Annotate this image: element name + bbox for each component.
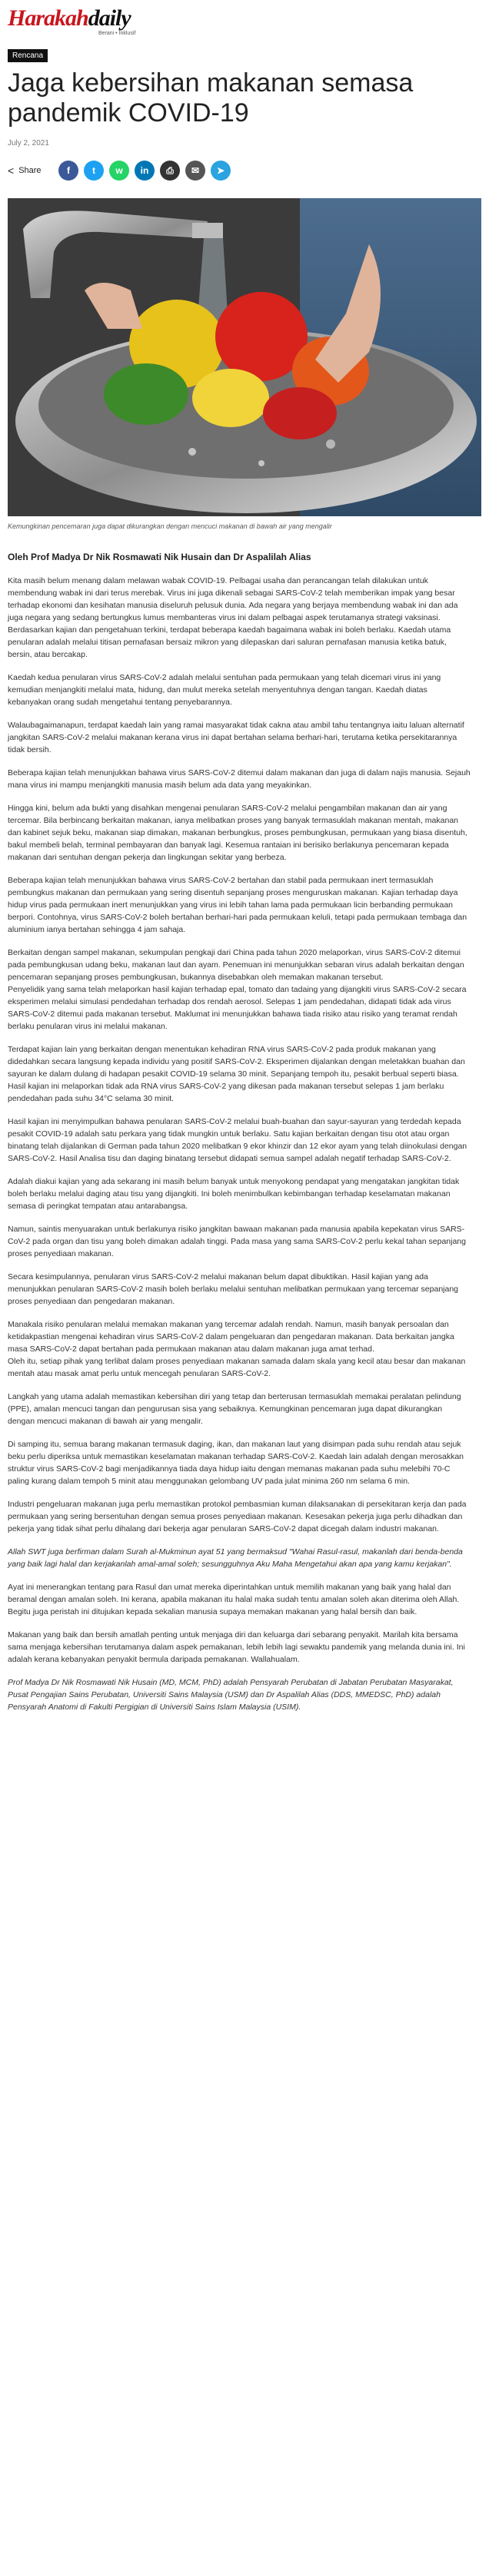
article-paragraph: Langkah yang utama adalah memastikan kebersihan diri yang tetap dan berterusan termasuklah memakai peralatan pelindung (PPE), amalan mencuci tangan dan pengurusan sisa yang sebaiknya. Kemungkinan pencemaran juga dapat dikurangkan dengan mencuci makanan di bawah air yang mengalir. xyxy=(8,1392,461,1427)
article-title: Jaga kebersihan makanan semasa pandemik COVID-19 xyxy=(8,68,414,128)
article-author: Oleh Prof Madya Dr Nik Rosmawati Nik Husain dan Dr Aspalilah Alias xyxy=(8,552,311,563)
article-paragraph: Makanan yang baik dan bersih amatlah penting untuk menjaga diri dan keluarga dari sebarang penyakit. Marilah kita bersama sama menjaga kebersihan terutamanya dalam aspek pemakanan, lebih lebih lagi sewaktu pandemik yang melanda dunia ini. Ini adalah kerana kebanyakan penyakit bermula daripada pemakanan. Wallahualam. xyxy=(8,1630,465,1665)
linkedin-icon[interactable]: in xyxy=(135,161,155,181)
share-icon: < xyxy=(8,164,15,177)
article-paragraph: Industri pengeluaran makanan juga perlu memastikan protokol pembasmian kuman dilaksanakan di persekitaran kerja dan pada permukaan yang sering bersentuhan dengan semua proses penyediaan makanan. Kesesakan pekerja juga perlu dihadkan dan pekerja yang tidak sihat perlu dihalang dari bekerja agar penularan SARS-CoV-2 dapat dicegah dalam industri makanan. xyxy=(8,1500,467,1534)
site-header xyxy=(0,0,489,43)
article-paragraph: Kita masih belum menang dalam melawan wabak COVID-19. Pelbagai usaha dan perancangan telah dilakukan untuk membendung wabak ini dari terus merebak. Virus ini juga dikenali sebagai SARS-CoV-2 telah memberikan impak yang besar terhadap ekonomi dan kesihatan manusia diseluruh pelusuk dunia. Ada negara yang berjaya membendung wabak ini dan ada juga negara yang sedang bertungkus lumus membanteras virus ini dalam pelbagai aspek terutamanya strategi vaksinasi. Berdasarkan kajian dan pengetahuan terkini, terdapat beberapa kaedah bagaimana wabak ini boleh berlaku. Kaedah utama penularan adalah melalui titisan pernafasan bersaiz mikron yang dilepaskan dari saluran pernafasan manusia ketika batuk, bersin, atau bercakap. xyxy=(8,576,458,660)
image-caption: Kemungkinan pencemaran juga dapat dikurangkan dengan mencuci makanan di bawah air yang mengalir xyxy=(8,522,332,531)
print-icon[interactable]: ⎙ xyxy=(160,161,180,181)
article-paragraph: Secara kesimpulannya, penularan virus SARS-CoV-2 melalui makanan belum dapat dibuktikan. Hasil kajian yang ada menunjukkan penularan SARS-CoV-2 masih boleh berlaku melalui sentuhan melibatkan permukaan yang tercemar sepanjang proses penyediaan dan pengedaran makanan. xyxy=(8,1272,459,1307)
article-paragraph: Allah SWT juga berfirman dalam Surah al-Mukminun ayat 51 yang bermaksud "Wahai Rasul-rasul, makanlah dari benda-benda yang baik lagi halal dan kerjakanlah amal-amal soleh; sesungguhnya Aku Maha Mengetahui akan apa yang kamu kerjakan". xyxy=(8,1547,463,1570)
site-logo[interactable] xyxy=(8,7,135,36)
twitter-icon[interactable]: t xyxy=(84,161,104,181)
logo-tagline: Berani • Inklusif xyxy=(98,31,136,36)
vegetables-washing-illustration xyxy=(8,198,481,516)
share-label: Share xyxy=(18,166,42,176)
article-paragraph: Namun, saintis menyuarakan untuk berlakunya risiko jangkitan bawaan makanan pada manusia apabila kepekatan virus SARS-CoV-2 pada organ dan tisu yang boleh dimakan adalah tinggi. Pada masa yang sama SARS-CoV-2 perlu kekal tahan sepanjang proses penyediaan makanan. xyxy=(8,1225,466,1259)
article-paragraph: Hasil kajian ini menyimpulkan bahawa penularan SARS-CoV-2 melalui buah-buahan dan sayur-sayuran yang terdedah kepada pesakit COVID-19 adalah satu perkara yang tidak mungkin untuk berlaku. Satu kajian berkaitan dengan tisu otot atau organ binatang telah dijalankan di German pada tahun 2020 melibatkan 9 ekor khinzir dan 12 ekor ayam yang telah diinokulasi dengan SARS-CoV-2. Hasil Analisa tisu dan daging binatang tersebut didapati semua sampel adalah negatif terhadap SARS-CoV-2. xyxy=(8,1117,467,1164)
logo-daily: daily xyxy=(88,5,131,31)
article-paragraph: Berkaitan dengan sampel makanan, sekumpulan pengkaji dari China pada tahun 2020 melaporkan, virus SARS-CoV-2 ditemui pada pembungkusan udang beku, makanan laut dan ayam. Penemuan ini menunjukkan sebaran virus adalah berkaitan dengan pencemaran sepanjang proses pembungkusan, bukannya disebabkan oleh memakan makanan tersebut. Penyelidik yang sama telah melaporkan hasil kajian terhadap epal, tomato dan tadaing yang dijangkiti virus SARS-CoV-2 secara eksperimen melalui simulasi pendedahan terhadap dos rendah aerosol. Selepas 1 jam pendedahan, didapati tidak ada virus SARS-CoV-2 ditemui pada makanan tersebut. Maklumat ini menunjukkan bahawa tiada risiko atau risiko yang teramat rendah berlaku penularan virus ini melalui makanan. xyxy=(8,948,467,1032)
telegram-icon[interactable]: ➤ xyxy=(211,161,231,181)
article-date: July 2, 2021 xyxy=(8,139,49,148)
article-body xyxy=(8,575,471,1713)
article-paragraph: Kaedah kedua penularan virus SARS-CoV-2 adalah melalui sentuhan pada permukaan yang telah dicemari virus ini yang kemudian menjangkiti melalui mata, hidung, dan mulut mereka setelah menyentuhnya dengan tangan. Kaedah diatas kebanyakan orang sudah mengetahui tentang penyebarannya. xyxy=(8,673,441,708)
article-paragraph: Terdapat kajian lain yang berkaitan dengan menentukan kehadiran RNA virus SARS-CoV-2 pada produk makanan yang didedahkan secara langsung kepada individu yang positif SARS-CoV-2. Eksperimen dijalankan dengan meletakkan buahan dan sayuran ke dalam dulang di hadapan pesakit COVID-19 selama 30 minit. Sepanjang tempoh itu, pesakit berbual seperti biasa. Hasil kajian ini melaporkan tidak ada RNA virus SARS-CoV-2 yang dikesan pada makanan tersebut selepas 1 jam berlaku pendedahan pada suhu 34°C selama 30 minit. xyxy=(8,1045,465,1104)
article-paragraph: Beberapa kajian telah menunjukkan bahawa virus SARS-CoV-2 ditemui dalam makanan dan juga di dalam najis manusia. Sejauh mana virus ini mampu menjangkiti manusia masih belum ada data yang meyakinkan. xyxy=(8,768,471,791)
article-hero-image xyxy=(8,198,481,516)
article-paragraph: Adalah diakui kajian yang ada sekarang ini masih belum banyak untuk menyokong pendapat yang mengatakan jangkitan tidak boleh berlaku melalui daging atau tisu yang dijangkiti. Ini boleh menimbulkan kebimbangan terhadap keselamatan makanan semasa di peringkat tempatan atau antarabangsa. xyxy=(8,1177,460,1212)
logo-wordmark xyxy=(8,7,135,30)
category-badge[interactable]: Rencana xyxy=(8,49,48,62)
logo-harakah: Harakah xyxy=(8,5,88,31)
whatsapp-icon[interactable]: w xyxy=(109,161,129,181)
article-paragraph: Beberapa kajian telah menunjukkan bahawa virus SARS-CoV-2 bertahan dan stabil pada permukaan inert termasuklah pembungkus makanan dan permukaan yang sering disentuh sepanjang proses menguruskan makanan. Kajian terhadap daya hidup virus pada permukaan inert menunjukkan yang virus ini lebih tahan lama pada permukaan licin berbanding permukaan berpori. Contohnya, virus SARS-CoV-2 boleh bertahan berhari-hari pada permukaan keluli, tetapi pada permukaan tembaga dan aluminium ianya bertahan sehingga 4 jam sahaja. xyxy=(8,876,467,935)
article-paragraph: Di samping itu, semua barang makanan termasuk daging, ikan, dan makanan laut yang disimpan pada suhu rendah atau sejuk beku perlu diperiksa untuk memastikan keselamatan makanan terhadap SARS-CoV-2. Kaedah lain adalah dengan merosakkan struktur virus SARS-CoV-2 bagi menjadikannya tiada daya hidup iaitu dengan memanas makanan pada suhu melebihi 70-C paling kurang dalam tempoh 5 minit atau menggunakan gelombang UV pada julat minima 260 nm selama 6 min. xyxy=(8,1440,464,1487)
share-bar xyxy=(8,155,481,186)
social-icons xyxy=(58,161,236,181)
article-paragraph: Walaubagaimanapun, terdapat kaedah lain yang ramai masyarakat tidak cakna atau ambil tahu tentangnya iaitu laluan alternatif jangkitan SARS-CoV-2 melalui makanan kerana virus ini dapat bertahan selama berhari-hari, terutama ketika persekitarannya tidak bersih. xyxy=(8,721,464,755)
article-paragraph: Ayat ini menerangkan tentang para Rasul dan umat mereka diperintahkan untuk memilih makanan yang baik yang halal dan beramal dengan amalan soleh. Ini kerana, apabila makanan itu halal maka sudah tentu amalan soleh akan diterima oleh Allah. Begitu juga peristah ini ditujukan kepada sekalian manusia supaya memakan makanan yang halal bersih dan baik. xyxy=(8,1583,460,1617)
article-paragraph: Hingga kini, belum ada bukti yang disahkan mengenai penularan SARS-CoV-2 melalui pengambilan makanan dan air yang tercemar. Bila berbincang berkaitan makanan, ianya melibatkan proses yang banyak termasuklah makanan mentah, makanan dan kabinet sejuk beku, makanan siap dimakan, makanan berbungkus, proses pembungkusan, permukaan yang biasa disentuh, bakul membeli belah, terminal pembayaran dan banyak lagi. Kesemua rantaian ini berisiko berlakunya pencemaran kepada makanan dari sentuhan dengan pekerja dan lingkungan sekitar yang berbeza. xyxy=(8,804,467,863)
email-icon[interactable]: ✉ xyxy=(185,161,205,181)
article-paragraph: Prof Madya Dr Nik Rosmawati Nik Husain (MD, MCM, PhD) adalah Pensyarah Perubatan di Jabatan Perubatan Masyarakat, Pusat Pengajian Sains Perubatan, Universiti Sains Malaysia (USM) dan Dr Aspalilah Alias (DDS, MMEDSC, PhD) adalah Pensyarah Anatomi di Fakulti Pergigian di Universiti Sains Islam Malaysia (USIM). xyxy=(8,1678,454,1712)
share-button[interactable] xyxy=(8,164,58,177)
facebook-icon[interactable]: f xyxy=(58,161,78,181)
article-paragraph: Manakala risiko penularan melalui memakan makanan yang tercemar adalah rendah. Namun, masih banyak persoalan dan ketidakpastian mengenai kehadiran virus SARS-CoV-2 dalam pengeluaran dan pengedaran makanan. Data berkaitan jangka masa SARS-CoV-2 dapat bertahan pada permukaan makanan atau dalam makanan juga amat terhad. Oleh itu, setiap pihak yang terlibat dalam proses penyediaan makanan samada dalam skala yang kecil atau besar dan makanan mentah atau masak amat perlu untuk mencegah penularan SARS-CoV-2. xyxy=(8,1320,466,1379)
